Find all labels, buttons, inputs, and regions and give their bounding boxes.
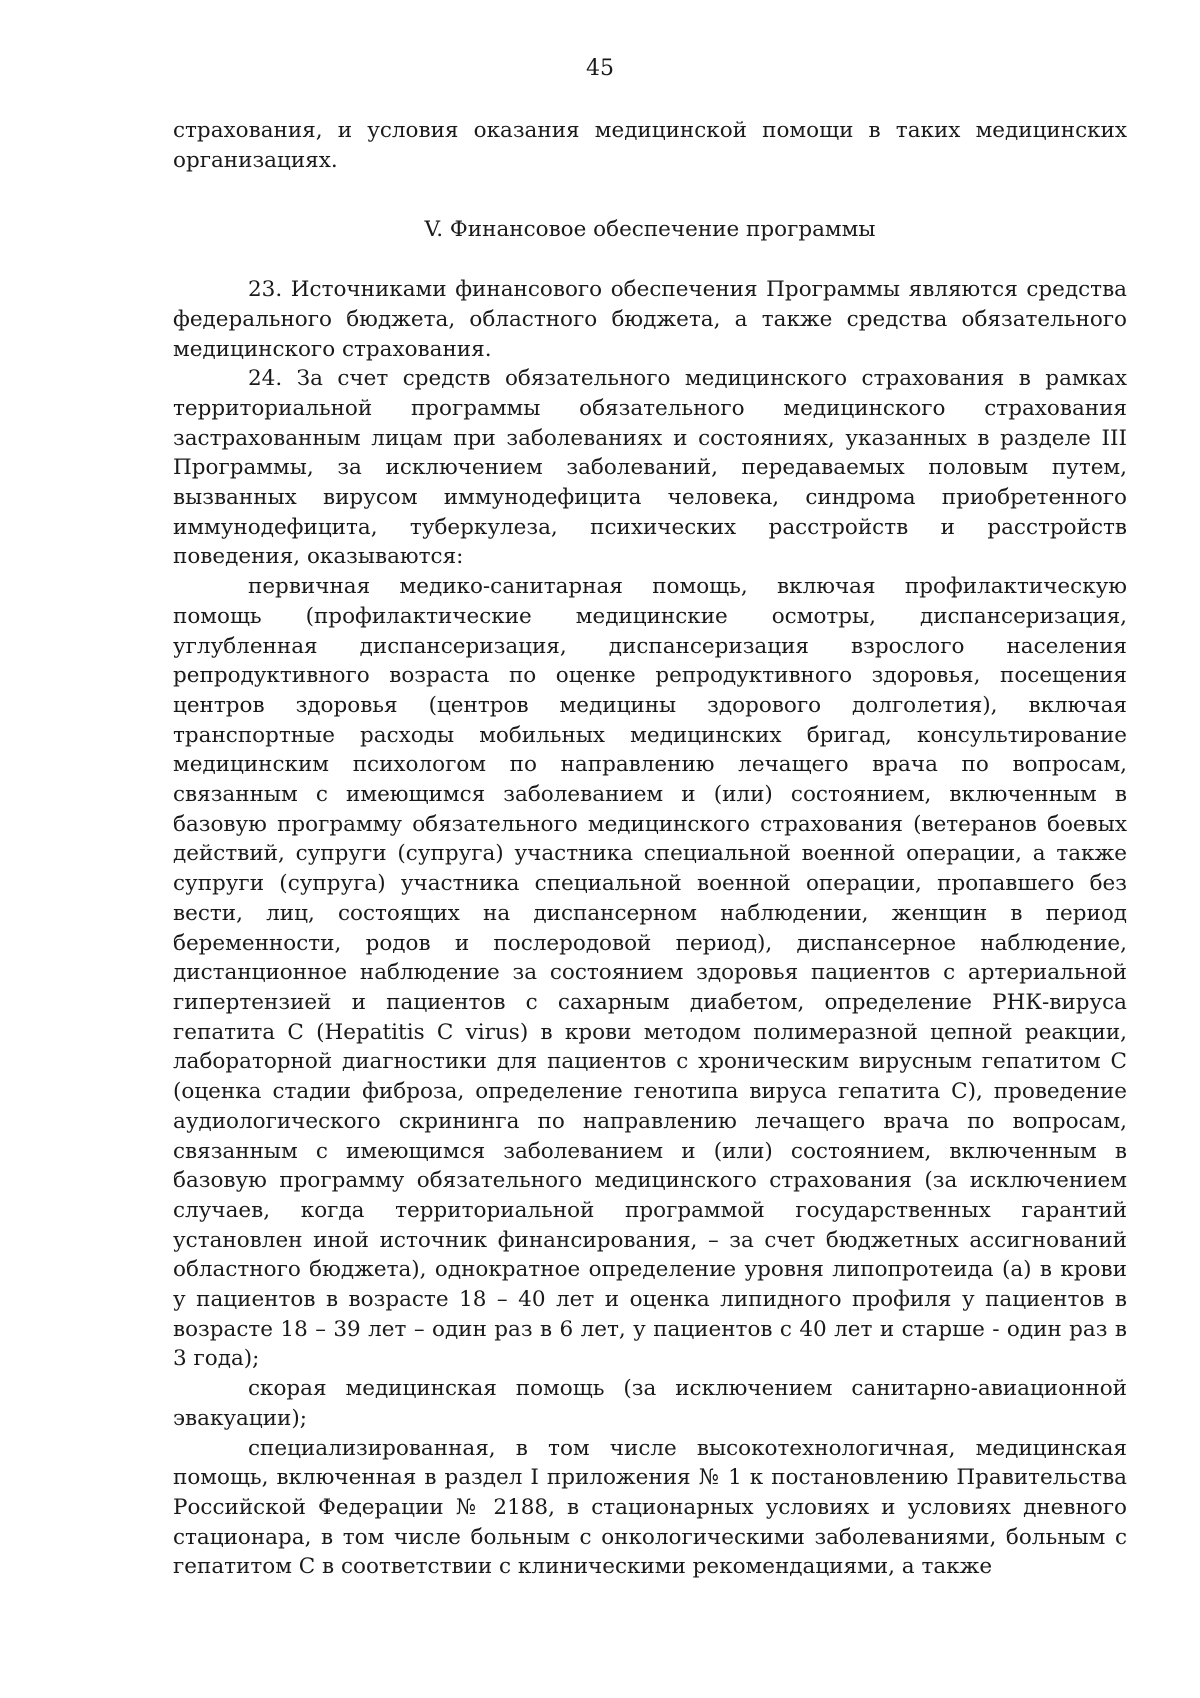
paragraph-23: 23. Источниками финансового обеспечения Программы являются средства федерального бюджета, областного бюджета, а также средства обязательного медицинского страхования. [173, 277, 1127, 362]
paragraph-emergency-care: скорая медицинская помощь (за исключением санитарно-авиационной эвакуации); [173, 1376, 1127, 1431]
paragraph-specialized-care: специализированная, в том числе высокотехнологичная, медицинская помощь, включенная в раздел I приложения № 1 к постановлению Правительства Российской Федерации № 2188, в стационарных условиях и условиях дневного стационара, в том числе больным с онкологическими заболеваниями, больным с гепатитом С в соответствии с клиническими рекомендациями, а также [173, 1435, 1127, 1580]
continuation-paragraph: страхования, и условия оказания медицинской помощи в таких медицинских организациях. [173, 118, 1127, 173]
paragraph-primary-care: первичная медико-санитарная помощь, включая профилактическую помощь (профилактические медицинские осмотры, диспансеризация, углубленная диспансеризация, диспансеризация взрослого населения репродуктивного возраста по оценке репродуктивного здоровья, посещения центров здоровья (центров медицины здорового долголетия), включая транспортные расходы мобильных медицинских бригад, консультирование медицинским психологом по направлению лечащего врача по вопросам, связанным с имеющимся заболеванием и (или) состоянием, включенным в базовую программу обязательного медицинского страхования (ветеранов боевых действий, супруги (супруга) участника специальной военной операции, а также супруги (супруга) участника специальной военной операции, пропавшего без вести, лиц, состоящих на диспансерном наблюдении, женщин в период беременности, родов и послеродовой период), диспансерное наблюдение, дистанционное наблюдение за состоянием здоровья пациентов с артериальной гипертензией и пациентов с сахарным диабетом, определение РНК-вируса гепатита С (Hepatitis C virus) в крови методом полимеразной цепной реакции, лабораторной диагностики для пациентов с хроническим вирусным гепатитом С (оценка стадии фиброза, определение генотипа вируса гепатита С), проведение аудиологического скрининга по направлению лечащего врача по вопросам, связанным с имеющимся заболеванием и (или) состоянием, включенным в базовую программу обязательного медицинского страхования (за исключением случаев, когда территориальной программой государственных гарантий установлен иной источник финансирования, – за счет бюджетных ассигнований областного бюджета), однократное определение уровня липопротеида (а) в крови у пациентов в возрасте 18 – 40 лет и оценка липидного профиля у пациентов в возрасте 18 – 39 лет – один раз в 6 лет, у пациентов с 40 лет и старше - один раз в 3 года); [173, 574, 1127, 1372]
page-number: 45 [586, 56, 614, 81]
paragraph-24: 24. За счет средств обязательного медицинского страхования в рамках территориальной программы обязательного медицинского страхования застрахованным лицам при заболеваниях и состояниях, указанных в разделе III Программы, за исключением заболеваний, передаваемых половым путем, вызванных вирусом иммунодефицита человека, синдрома приобретенного иммунодефицита, туберкулеза, психических расстройств и расстройств поведения, оказываются: [173, 366, 1127, 570]
document-body [173, 116, 1127, 1582]
section-title: V. Финансовое обеспечение программы [424, 217, 876, 243]
